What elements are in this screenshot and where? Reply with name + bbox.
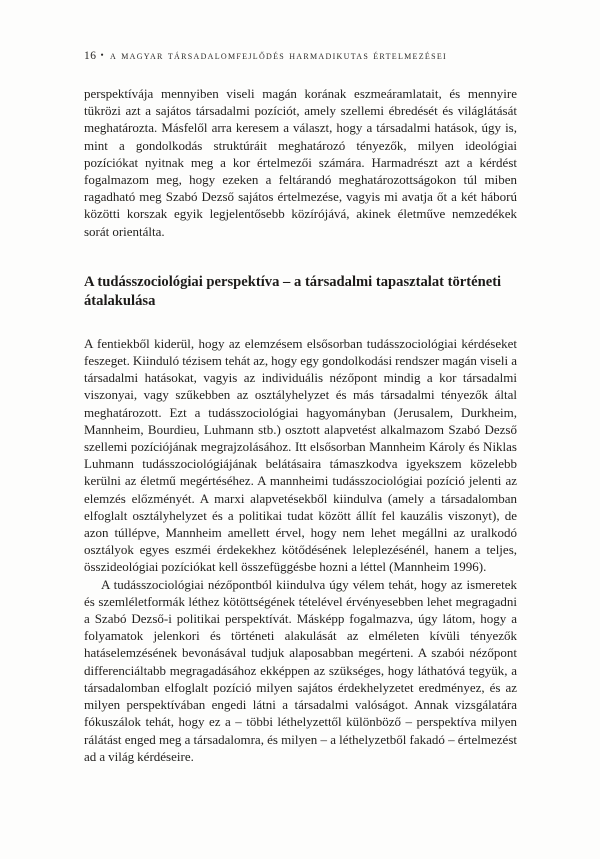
header-separator-dot: • (100, 50, 105, 60)
page-number: 16 (84, 50, 97, 62)
section-heading: A tudásszociológiai perspektíva – a társadalmi tapasztalat történeti átalakulása (84, 273, 502, 310)
running-title: a magyar társadalomfejlődés harmadikutas értelmezései (109, 50, 448, 62)
paragraph-3: A tudásszociológiai nézőpontból kiindulva úgy vélem tehát, hogy az ismeretek és szemléletformák léthez kötöttségének tételével érvényesebben lehet megragadni a Szabó Dezső-i politikai perspektívát. Másképp fogalmazva, úgy látom, hogy a folyamatok jelenkori és történeti alakulását az elméleten kívüli tényezők hatáselemzésének bevonásával tudjuk alaposabban megérteni. A szabói nézőpont differenciáltabb megragadásához ekképpen az szükséges, hogy láthatóvá tegyük, a társadalomban elfoglalt pozíció milyen sajátos érdekhelyzetet eredményez, és az milyen perspektívában engedi látni a társadalmi valóságot. Annak vizsgálatára fókuszálok tehát, hogy ez a – többi léthelyzettől különböző – perspektíva milyen rálátást enged meg a társadalomra, és milyen – a léthelyzetből fakadó – értelmezést ad a világ kérdéseire. (84, 576, 517, 764)
paragraph-continuation: perspektívája mennyiben viseli magán korának eszmeáramlatait, és mennyire tükrözi azt a sajátos társadalmi pozíciót, amely szellemi ébredését és világlátását meghatározta. Másfelől arra keresem a választ, hogy a társadalmi hatások, úgy is, mint a gondolkodás struktúráit meghatározó tényezők, milyen ideológiai pozíciókat nyitnak meg a kor értelmezői számára. Harmadrészt azt a kérdést fogalmazom meg, hogy ezeken a feltárandó meghatározottságokon túl miben ragadható meg Szabó Dezső sajátos értelmezése, vagyis mi avatja őt a két háború közötti korszak egyik legjelentősebb közírójává, akinek életműve nemzedékek sorát orientálta. (84, 86, 517, 239)
paragraph-2: A fentiekből kiderül, hogy az elemzésem elsősorban tudásszociológiai kérdéseket feszeget. Kiinduló tézisem tehát az, hogy egy gondolkodási rendszer magán viseli a társadalmi hatásokat, vagyis az individuális nézőpont mindig a kor társadalmi viszonyai, vagy szűkebben az osztályhelyzet és más társadalmi tényezők által meghatározott. Ezt a tudásszociológiai hagyományban (Jerusalem, Durkheim, Mannheim, Bourdieu, Luhmann stb.) osztott alapvetést alkalmazom Szabó Dezső szellemi pozíciójának megrajzolásához. Itt elsősorban Mannheim Károly és Niklas Luhmann tudásszociológiájának belátásaira támaszkodva igyekszem közelebb kerülni az életmű megértéséhez. A mannheimi tudásszociológiai pozíció jelenti az elemzés előzményét. A marxi alapvetésekből kiindulva (amely a társadalomban elfoglalt osztályhelyzet és a politikai tudat között állít fel kauzális viszonyt), de azon túllépve, Mannheim amellett érvel, hogy nem lehet megállni az uralkodó osztályok egyes eszméi érdekekhez kötődésének leleplezésénél, hanem a teljes, összideológiai pozíciókat kell összefüggésbe hozni a léttel (Mannheim 1996). (84, 335, 517, 575)
page-header (84, 49, 517, 63)
